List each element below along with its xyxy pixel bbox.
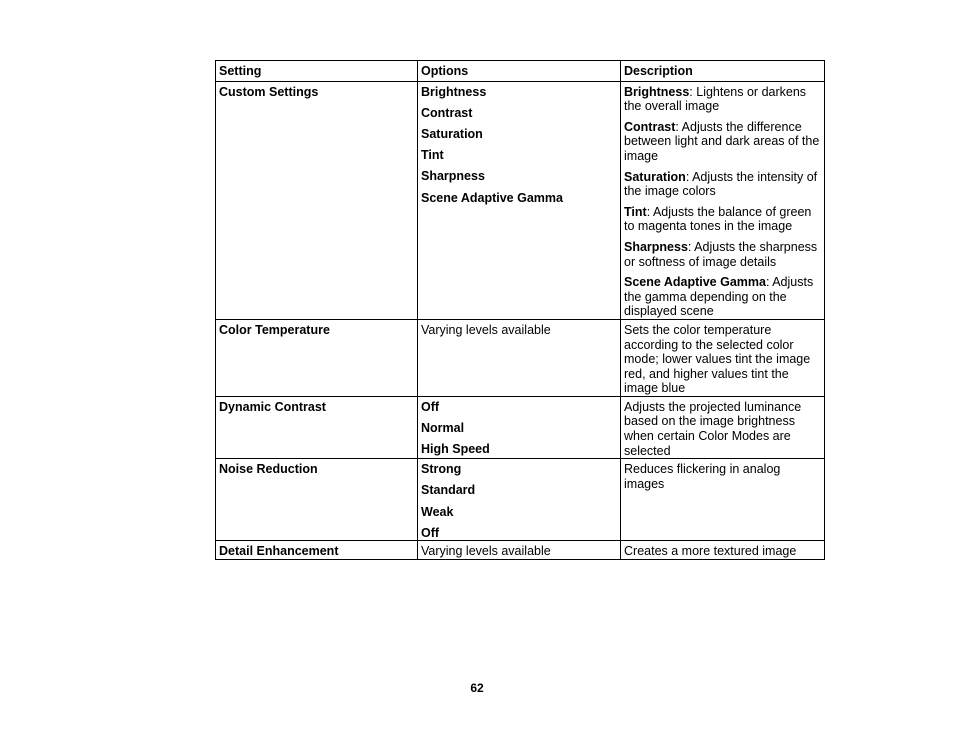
setting-cell: Color Temperature: [216, 319, 418, 396]
description-item: [624, 120, 822, 164]
setting-cell: Noise Reduction: [216, 459, 418, 541]
option-item: Saturation: [421, 126, 483, 141]
option-item: Brightness: [421, 84, 487, 99]
option-item: Weak: [421, 504, 454, 519]
description-text: : Adjusts the difference between light and dark areas of the image: [624, 119, 820, 163]
setting-cell: Dynamic Contrast: [216, 396, 418, 458]
description-item: [624, 275, 822, 319]
description-term: Sharpness: [624, 239, 688, 254]
options-cell: [418, 319, 621, 396]
description-item: [624, 240, 822, 269]
header-options: Options: [418, 61, 621, 82]
description-text: : Adjusts the intensity of the image colors: [624, 169, 818, 199]
description-term: Scene Adaptive Gamma: [624, 275, 766, 290]
description-text: : Adjusts the balance of green to magenta tones in the image: [624, 204, 812, 234]
description-text: : Adjusts the sharpness or softness of image details: [624, 239, 818, 269]
page-number: 62: [470, 681, 484, 695]
option-text: Varying levels available: [421, 322, 551, 337]
table-row-dynamic-contrast: [216, 396, 825, 458]
header-setting: Setting: [216, 61, 418, 82]
option-item: High Speed: [421, 442, 490, 457]
option-item: Standard: [421, 483, 476, 498]
description-item: [624, 205, 822, 234]
options-cell: [418, 459, 621, 541]
settings-table: [215, 60, 825, 560]
description-term: Saturation: [624, 169, 686, 184]
option-item: Off: [421, 399, 440, 414]
description-item: [624, 170, 822, 199]
setting-cell: Custom Settings: [216, 81, 418, 319]
description-cell: [621, 81, 825, 319]
options-cell: [418, 541, 621, 560]
description-term: Contrast: [624, 119, 676, 134]
option-item: Contrast: [421, 105, 473, 120]
options-cell: [418, 81, 621, 319]
header-description: Description: [621, 61, 825, 82]
table-row-custom-settings: [216, 81, 825, 319]
description-term: Tint: [624, 204, 647, 219]
table-row-color-temperature: [216, 319, 825, 396]
description-text: : Adjusts the gamma depending on the displayed scene: [624, 275, 814, 319]
description-cell: Reduces flickering in analog images: [621, 459, 825, 541]
option-item: Tint: [421, 148, 444, 163]
setting-cell: Detail Enhancement: [216, 541, 418, 560]
option-item: Sharpness: [421, 169, 485, 184]
option-item: Scene Adaptive Gamma: [421, 190, 563, 205]
option-item: Off: [421, 525, 440, 540]
table-row-noise-reduction: [216, 459, 825, 541]
description-cell: Adjusts the projected luminance based on the image brightness when certain Color Modes are selected: [621, 396, 825, 458]
description-cell: Creates a more textured image: [621, 541, 825, 560]
table-header-row: [216, 61, 825, 82]
option-item: Strong: [421, 462, 462, 477]
description-text: : Lightens or darkens the overall image: [624, 84, 807, 114]
options-cell: [418, 396, 621, 458]
option-text: Varying levels available: [421, 544, 551, 559]
table-row-detail-enhancement: [216, 541, 825, 560]
description-cell: Sets the color temperature according to the selected color mode; lower values tint the image red, and higher values tint the image blue: [621, 319, 825, 396]
option-item: Normal: [421, 421, 465, 436]
description-item: [624, 85, 822, 114]
description-term: Brightness: [624, 84, 690, 99]
